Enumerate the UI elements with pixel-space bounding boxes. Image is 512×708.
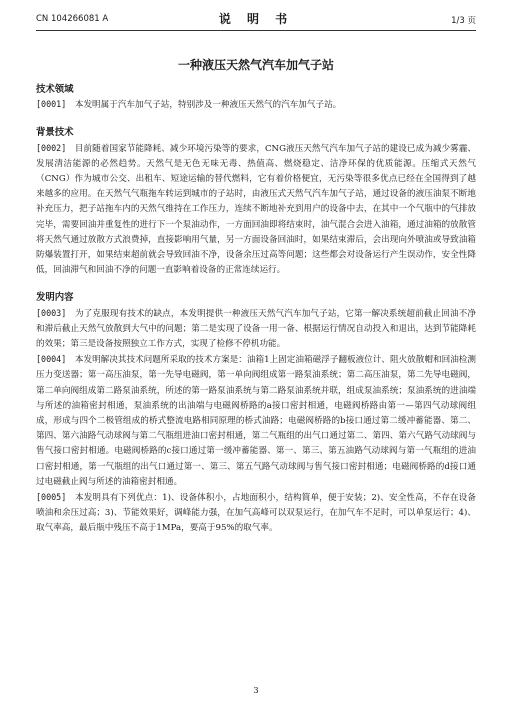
- publication-number: CN 104266081 A: [36, 14, 109, 24]
- paragraph-number: [0003]: [36, 307, 67, 318]
- paragraph-0002: [36, 141, 476, 279]
- page-header: [36, 10, 476, 30]
- section-heading-technical-field: 技术领域: [36, 84, 74, 95]
- paragraph-text: 为了克服现有技术的缺点，本发明提供一种液压天然气汽车加气子站，它第一解决系统超前截止回油不净和滞后截止天然气放散到大气中的问题；第二是实现了设备一用一备、根据运行情况自动投入和退出，达到节能降耗的效果；第三是设备按照独立工作方式，实现了检修不停机功能。: [36, 308, 476, 350]
- paragraph-0005: [36, 490, 476, 537]
- paragraph-number: [0001]: [36, 99, 67, 110]
- document-title: 一种液压天然气汽车加气子站: [177, 58, 334, 72]
- header-rule: [36, 30, 476, 31]
- paragraph-0004: [36, 352, 476, 490]
- section-heading-background: 背景技术: [36, 127, 74, 139]
- paragraph-0001: [36, 97, 476, 113]
- paragraph-text: 目前随着国家节能降耗、减少环境污染等的要求，CNG液压天然气汽车加气子站的建设已成为减少雾霾、发展清洁能源的必然趋势。天然气是无色无味无毒、热值高、燃烧稳定、洁净环保的优质能源。压缩式天然气（CNG）作为城市公交、出租车、短途运输的替代燃料，它有着价格便宜，无污染等很多优点已经在全国得到了越来越多的应用。在天然气气瓶拖车转运到城市的子站时，由液压式天然气汽车加气子站，通过设备的液压油泵不断地补充压力，把子站拖车内的天然气维持在工作压力，连续不断地补充到用户的设备中去，在其中一个气瓶中的气排放完毕，需要回油并重复性的进行下一个泵油动作，一方面回油即将结束时，油气混合会进入油箱，通过油箱的放散管将天然气通过放散方式浪费掉，直接影响用气量，另一方面设备回油时，如果结束滞后，会出现向外喷油或导致油箱防爆装置打开，如果结束超前就会导致回油不净，设备余压过高等问题；这些都会对设备运行产生误动作，安全性降低，回油滞气和回油不净的问题一直影响着设备的正常连续运行。: [36, 143, 476, 276]
- paragraph-number: [0005]: [36, 492, 67, 503]
- paragraph-text: 本发明具有下列优点：1)、设备体积小，占地面积小，结构简单，便于安装；2)、安全性高，不存在设备喷油和余压过高；3)、节能效果好，调峰能力强，在加气高峰可以双泵运行，在加气车不足时，可以单泵运行；4)、取气率高，最后瓶中残压不高于1MPa，要高于95%的取气率。: [36, 493, 476, 534]
- document-type: 说 明 书: [218, 12, 294, 26]
- paragraph-number: [0002]: [36, 142, 67, 153]
- document-body: [36, 82, 476, 537]
- section-heading-summary: 发明内容: [36, 292, 74, 304]
- paragraph-text: 本发明属于汽车加气子站，特别涉及一种液压天然气的汽车加气子站。: [74, 100, 342, 111]
- paragraph-number: [0004]: [36, 354, 67, 365]
- paragraph-0003: [36, 306, 476, 353]
- page-number: 3: [253, 686, 259, 696]
- paragraph-text: 本发明解决其技术问题所采取的技术方案是：油箱1上固定油箱磁浮子翻板液位计、阻火放散帽和回油检测压力变送器；第一高压油泵，第一先导电磁阀，第一单向阀组成第一路泵油系统；第二高压油泵，第二先导电磁阀，第二单向阀组成第二路泵油系统，所述的第一路泵油系统与第二路泵油系统并联，组成泵油系统；泵油系统的进油端与所述的油箱密封相通，泵油系统的出油端与电磁阀桥路的a接口密封相通，电磁阀桥路由第一—第四气动球阀组成，形成与四个二极管组成的桥式整流电路相同原理的桥式油路；电磁阀桥路的b接口通过第二缓冲蓄能器、第二、第四、第六油路气动球阀与第二气瓶组进油口密封相通，第二气瓶组的出气口通过第二、第四、第六气路气动球阀与售气接口密封相通。电磁阀桥路的c接口通过第一缓冲蓄能器、第一、第三、第五油路气动球阀与第一气瓶组的进油口密封相通，第一气瓶组的出气口通过第一、第三、第五气路气动球阀与售气接口密封相通；电磁阀桥路的d接口通过电磁截止阀与所述的油箱密封相通。: [36, 355, 476, 487]
- page-indicator: 1/3 页: [451, 16, 476, 26]
